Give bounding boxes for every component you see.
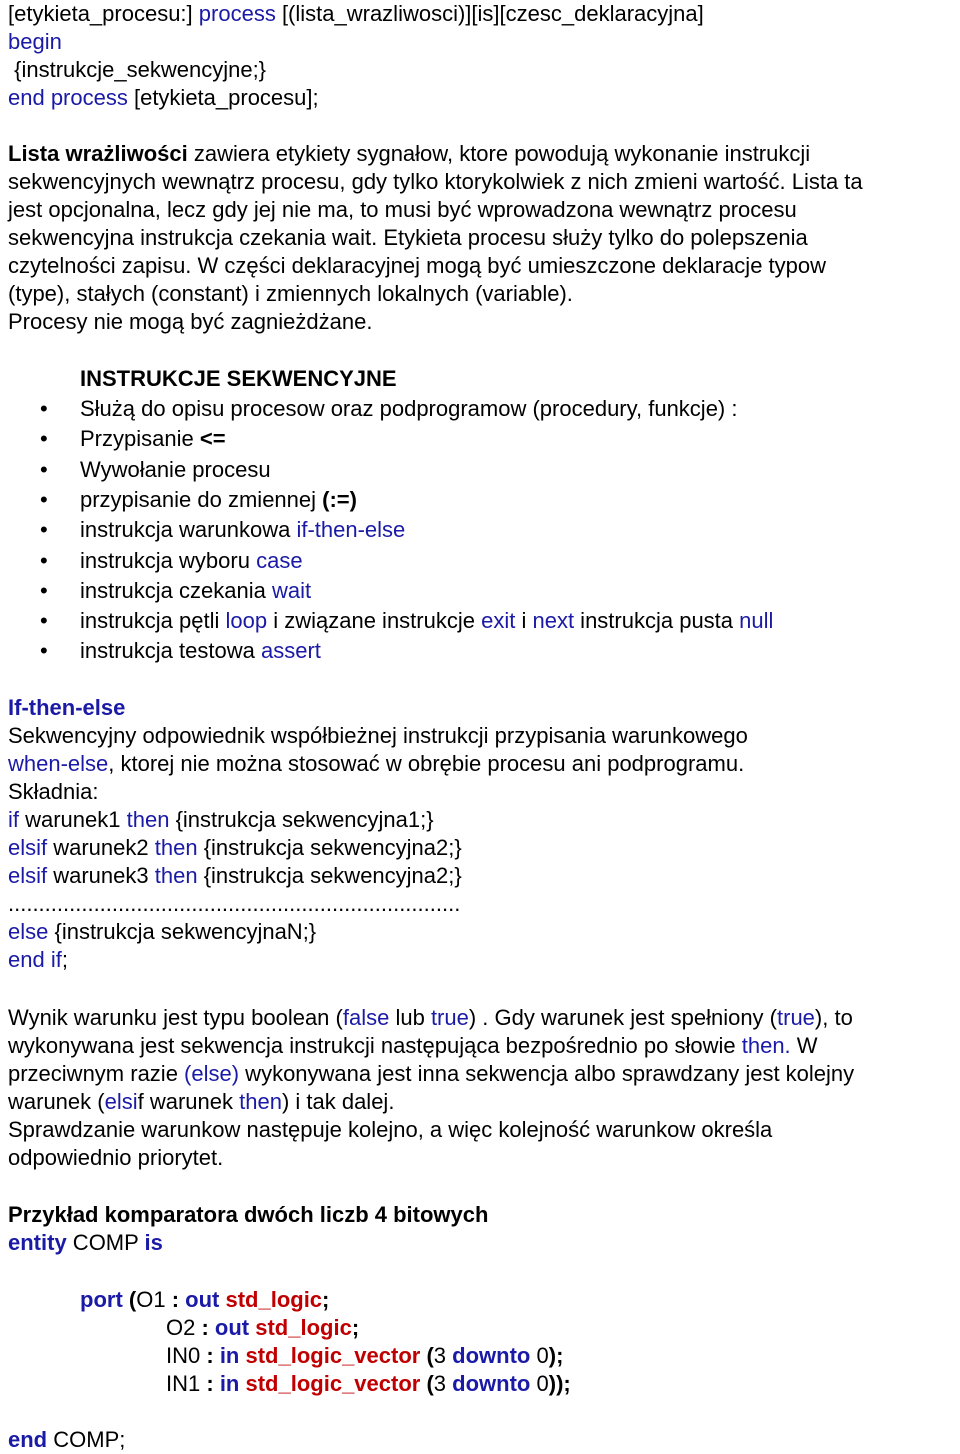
ifthen-line-1: Sekwencyjny odpowiednik współbieżnej instrukcji przypisania warunkowego — [8, 723, 748, 748]
text-run: : — [165, 1287, 186, 1312]
para2-line-3 — [8, 1060, 854, 1088]
seq-heading: INSTRUKCJE SEKWENCYJNE — [80, 366, 397, 391]
port-line-3 — [166, 1342, 563, 1370]
text-run: , ktorej nie można stosować w obrębie procesu ani podprogramu. — [108, 751, 745, 776]
text-run: 3 — [433, 1371, 447, 1396]
text-run: instrukcja testowa — [80, 638, 261, 664]
keyword: downto — [452, 1371, 531, 1396]
bullet-glyph: • — [40, 426, 48, 452]
text-run: : — [200, 1343, 220, 1368]
text-run: instrukcja wyboru — [80, 547, 257, 573]
text-run: ( — [122, 1287, 137, 1312]
keyword: false — [342, 1005, 390, 1030]
port-line-2 — [166, 1314, 359, 1342]
keyword: next — [532, 608, 575, 634]
para2-line-1 — [8, 1004, 853, 1032]
syntax-line — [8, 806, 434, 834]
para1-line-5: czytelności zapisu. W części deklaracyjnej mogą być umieszczone deklaracje typow — [8, 253, 827, 278]
keyword: then — [126, 807, 170, 832]
para2-line-6 — [8, 1144, 223, 1172]
syntax-line — [8, 862, 462, 890]
text-run: [(lista_wrazliwosci)][is][czesc_deklaracyjna] — [275, 1, 704, 26]
seq-list-item — [80, 486, 357, 514]
para2-line-4 — [8, 1088, 394, 1116]
text-run: )); — [548, 1371, 571, 1396]
text-run: W — [790, 1033, 818, 1058]
keyword: elsif — [8, 835, 48, 860]
text-run: Sprawdzanie warunkow następuje kolejno, a więc kolejność warunkow określa — [8, 1117, 773, 1142]
para1-line-2: sekwencyjnych wewnątrz procesu, gdy tylko ktorykolwiek z nich zmieni wartość. Lista ta — [8, 169, 863, 194]
text-run: ); — [548, 1343, 564, 1368]
text-run: [etykieta_procesu]; — [127, 85, 319, 110]
text-run: f warunek — [137, 1089, 240, 1114]
text-run: warunek1 — [19, 807, 127, 832]
keyword: case — [256, 547, 303, 573]
code-line-4 — [8, 84, 319, 112]
keyword: end — [8, 1427, 48, 1452]
text-run: i związane instrukcje — [267, 608, 482, 634]
keyword: elsi — [104, 1089, 138, 1114]
keyword: wait — [271, 577, 312, 603]
keyword: out — [185, 1287, 220, 1312]
text-run: IN0 — [166, 1343, 201, 1368]
text-run: ), to — [814, 1005, 853, 1030]
end-line — [8, 1426, 125, 1454]
keyword: is — [144, 1230, 163, 1255]
keyword: then — [154, 863, 198, 888]
text-run: instrukcja czekania — [80, 577, 272, 603]
bullet-glyph: • — [40, 577, 48, 603]
text-run: Wywołanie procesu — [80, 456, 271, 482]
keyword: then — [154, 835, 198, 860]
text-run: ; — [61, 947, 68, 972]
keyword: true — [430, 1005, 469, 1030]
keyword: elsif — [8, 863, 48, 888]
text-run: Wynik warunku jest typu boolean ( — [8, 1005, 343, 1030]
keyword: null — [739, 608, 774, 634]
text-run: {instrukcja sekwencyjna2;} — [197, 863, 462, 888]
text-run: i — [515, 608, 533, 634]
text-run: warunek ( — [8, 1089, 105, 1114]
seq-list-item — [80, 395, 737, 423]
text-run: <= — [199, 426, 226, 452]
example-heading: Przykład komparatora dwóch liczb 4 bitowych — [8, 1202, 489, 1227]
text-run: IN1 — [166, 1371, 201, 1396]
text-run: (:=) — [322, 486, 357, 512]
keyword: exit — [481, 608, 516, 634]
keyword: in — [219, 1371, 240, 1396]
text-run: ) . Gdy warunek jest spełniony ( — [468, 1005, 777, 1030]
para1-line-3: jest opcjonalna, lecz gdy jej nie ma, to musi być wprowadzona wewnątrz procesu — [8, 197, 797, 222]
bullet-glyph: • — [40, 638, 48, 664]
text-run: O1 — [136, 1287, 166, 1312]
port-line-1 — [80, 1286, 329, 1314]
seq-list-item — [80, 637, 321, 665]
syntax-line — [8, 834, 462, 862]
seq-list-item — [80, 577, 311, 605]
text-run: std_logic — [225, 1287, 323, 1312]
text-run: : — [195, 1315, 215, 1340]
keyword: out — [214, 1315, 250, 1340]
ifthen-heading: If-then-else — [8, 695, 126, 720]
text-run: std_logic — [255, 1315, 352, 1340]
text-run: std_logic_vector — [245, 1343, 421, 1368]
ifthen-line-2 — [8, 750, 744, 778]
keyword: if-then-else — [296, 517, 406, 543]
seq-list-item — [80, 425, 226, 453]
keyword: then — [239, 1089, 282, 1114]
bullet-glyph: • — [40, 547, 48, 573]
text-run: : — [200, 1371, 220, 1396]
text-run: ; — [351, 1315, 360, 1340]
para1-line-7: Procesy nie mogą być zagnieżdżane. — [8, 309, 373, 334]
text-run: lub — [389, 1005, 431, 1030]
text-run: Służą do opisu procesow oraz podprogramow (procedury, funkcje) : — [80, 396, 738, 421]
para1-line-1 — [8, 140, 810, 168]
text-run: ( — [420, 1343, 434, 1368]
bullet-glyph: • — [40, 608, 48, 634]
syntax-line — [8, 918, 316, 946]
text-run: warunek3 — [47, 863, 155, 888]
keyword: process — [198, 1, 276, 26]
text-run: instrukcja pętli — [80, 608, 226, 634]
text-run: przypisanie do zmiennej — [80, 486, 323, 512]
text-run: .......................................................................... — [8, 891, 461, 916]
para1-line-6: (type), stałych (constant) i zmiennych lokalnych (variable). — [8, 281, 573, 306]
keyword: (else) — [184, 1061, 240, 1086]
text-run: odpowiednio priorytet. — [8, 1145, 224, 1170]
text-run: Przypisanie — [80, 426, 200, 452]
text-run: COMP — [66, 1230, 145, 1255]
keyword: else — [8, 919, 49, 944]
text-run: 3 — [433, 1343, 447, 1368]
code-line-2 — [8, 28, 62, 56]
seq-list-item — [80, 607, 773, 635]
syntax-line — [8, 890, 460, 918]
bullet-glyph: • — [40, 517, 48, 543]
text-run: O2 — [166, 1315, 196, 1340]
text-run: {instrukcja sekwencyjna1;} — [169, 807, 434, 832]
keyword: port — [80, 1287, 123, 1312]
para2-line-5 — [8, 1116, 772, 1144]
bullet-glyph: • — [40, 396, 48, 421]
text-run: ( — [420, 1371, 434, 1396]
keyword: true — [777, 1005, 815, 1030]
keyword: entity — [8, 1230, 67, 1255]
text-run: {instrukcja sekwencyjnaN;} — [48, 919, 317, 944]
text-run: COMP; — [47, 1427, 126, 1452]
text-run: Lista wrażliwości — [8, 141, 188, 166]
code-line-3 — [8, 56, 266, 84]
syntax-line — [8, 946, 68, 974]
keyword: in — [219, 1343, 240, 1368]
entity-line — [8, 1229, 163, 1257]
seq-list-item — [80, 516, 405, 544]
keyword: downto — [452, 1343, 531, 1368]
text-run: {instrukcja sekwencyjna2;} — [197, 835, 462, 860]
seq-list-item — [80, 456, 271, 484]
text-run: 0 — [536, 1343, 549, 1368]
keyword: begin — [8, 29, 62, 54]
para1-line-4: sekwencyjna instrukcja czekania wait. Etykieta procesu służy tylko do polepszenia — [8, 225, 808, 250]
text-run: ) i tak dalej. — [281, 1089, 395, 1114]
bullet-glyph: • — [40, 486, 48, 512]
text-run: zawiera etykiety sygnałow, ktore powodują wykonanie instrukcji — [187, 141, 811, 166]
text-run: {instrukcje_sekwencyjne;} — [8, 57, 267, 82]
keyword: if — [8, 807, 19, 832]
port-line-4 — [166, 1370, 571, 1398]
text-run: warunek2 — [47, 835, 155, 860]
keyword: then. — [741, 1033, 791, 1058]
text-run: wykonywana jest sekwencja instrukcji następująca bezpośrednio po słowie — [8, 1033, 742, 1058]
keyword: loop — [225, 608, 268, 634]
code-line-1 — [8, 0, 704, 28]
text-run: instrukcja warunkowa — [80, 517, 297, 543]
keyword: assert — [260, 638, 321, 664]
keyword: end if — [8, 947, 62, 972]
keyword: end process — [8, 85, 128, 110]
text-run: [etykieta_procesu:] — [8, 1, 199, 26]
bullet-glyph: • — [40, 456, 48, 482]
text-run: przeciwnym razie — [8, 1061, 185, 1086]
seq-list-item — [80, 547, 303, 575]
ifthen-line-3: Składnia: — [8, 779, 99, 804]
text-run: instrukcja pusta — [574, 608, 740, 634]
keyword: when-else — [8, 751, 109, 776]
text-run: ; — [322, 1287, 330, 1312]
text-run: 0 — [536, 1371, 549, 1396]
text-run: std_logic_vector — [245, 1371, 421, 1396]
para2-line-2 — [8, 1032, 818, 1060]
text-run: wykonywana jest inna sekwencja albo sprawdzany jest kolejny — [239, 1061, 855, 1086]
